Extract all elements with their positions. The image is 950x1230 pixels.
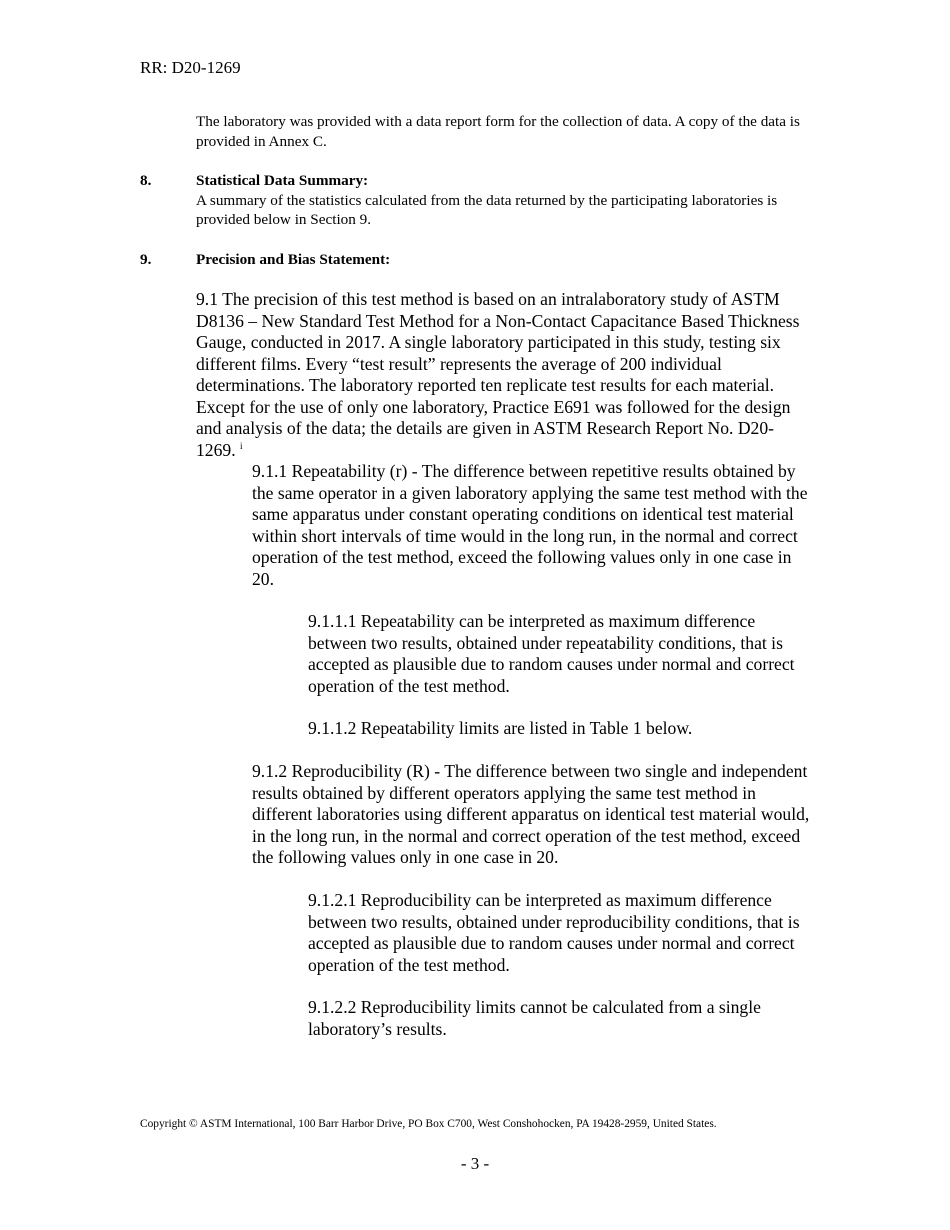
paragraph-9-1-1-1: 9.1.1.1 Repeatability can be interpreted as maximum difference between two results, obtained under repeatability conditions, that is accepted as plausible due to random causes under normal and correct operation of the test method. [308,611,795,696]
section-8-text: A summary of the statistics calculated from the data returned by the participating laboratories is provided below in Section 9. [196,191,778,229]
paragraph-9-1-2: 9.1.2 Reproducibility (R) - The difference between two single and independent results obtained by different operators applying the same test method in different laboratories using different apparatus on identical test material would, in the long run, in the normal and correct operation of the test method, exceed the following values only in one case in 20. [252,761,810,867]
intro-paragraph: The laboratory was provided with a data report form for the collection of data. A copy of the data is provided in Annex C. [196,113,800,150]
paragraph-9-1-1-2: 9.1.1.2 Repeatability limits are listed in Table 1 below. [308,718,693,738]
paragraph-9-1-2-2: 9.1.2.2 Reproducibility limits cannot be calculated from a single laboratory’s results. [308,997,761,1039]
paragraph-9-1-text: 9.1 The precision of this test method is based on an intralaboratory study of ASTM D8136 – New Standard Test Method for a Non-Contact Capacitance Based Thickness Gauge, conducted in 2017. A single laboratory participated in this study, testing six different films. Every “test result” represents the average of 200 individual determinations. The laboratory reported ten replicate test results for each material. Except for the use of only one laboratory, Practice E691 was followed for the design and analysis of the data; the details are given in ASTM Research Report No. D20-1269. [196,289,800,460]
endnote-marker: i [240,440,243,451]
paragraph-9-1-2-1: 9.1.2.1 Reproducibility can be interpreted as maximum difference between two results, obtained under reproducibility conditions, that is accepted as plausible due to random causes under normal and correct operation of the test method. [308,890,800,975]
paragraph-9-1 [196,289,808,461]
copyright-footer: Copyright © ASTM International, 100 Barr Harbor Drive, PO Box C700, West Conshohocken, PA 19428-2959, United States. [140,1118,717,1130]
section-8-number: 8. [140,172,152,189]
section-8-block [196,171,796,230]
paragraph-9-1-1: 9.1.1 Repeatability (r) - The difference between repetitive results obtained by the same operator in a given laboratory applying the same test method with the same apparatus under constant operating conditions on identical test material within short intervals of time would in the long run, in the normal and correct operation of the test method, exceed the following values only in one case in 20. [252,461,808,589]
section-9-title: Precision and Bias Statement: [196,251,391,268]
section-8-title: Statistical Data Summary: [196,172,369,189]
page-number: - 3 - [460,1154,490,1173]
section-9-number: 9. [140,251,152,268]
report-id-header: RR: D20-1269 [140,58,241,77]
